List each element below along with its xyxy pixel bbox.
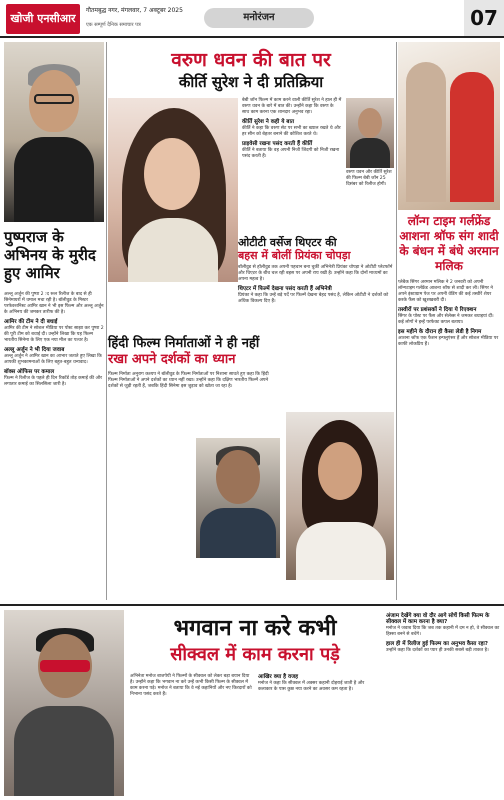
page-number: 07 bbox=[464, 0, 504, 36]
aamir-headline: पुष्पराज के अभिनय के मुरीद हुए आमिर bbox=[4, 228, 96, 282]
keerthy-photo bbox=[108, 98, 238, 282]
varun-photo bbox=[346, 98, 394, 168]
priyanka-subhead-1: थिएटर में फिल्में देखना पसंद करती हैं अभिनेत्री bbox=[238, 286, 332, 292]
wedding-subhead-2: इस महीने के दौरान ही कैसा लेडी है निगम bbox=[398, 329, 482, 335]
manoj-headline-line2: सीक्वल में काम करना पड़े bbox=[170, 644, 340, 665]
masthead bbox=[0, 0, 504, 38]
varun-caption: वरुण धवन और कीर्ति सुरेश की फिल्म बेबी जॉन 25 दिसंबर को रिलीज होगी। bbox=[346, 170, 392, 187]
aamir-subhead-2: अल्लू अर्जुन ने भी दिया जवाब bbox=[4, 347, 65, 353]
manoj-interview-column: अंजाम देखेंगे क्या वो दौर आगे सोचें किसी फिल्म के सीक्वल में काम करना है क्या? मनोज ने जवाब दिया कि जब तक कहानी में दम न हो, वे सीक्वल का हिस्सा बनने से बचेंगे। हाल ही में रिलीज हुई फिल्म का अनुभव कैसा रहा? उन्होंने कहा कि दर्शकों का प्यार ही उनकी सबसे बड़ी ताकत है। bbox=[386, 613, 500, 653]
keerthy-body: बेबी जॉन फिल्म में काम करने वाली कीर्ति सुरेश ने हाल ही में वरुण धवन के बारे में बात की। उन्होंने कहा कि वरुण के साथ काम करना एक शानदार अनुभव रहा। कीर्ति सुरेश ने कही ये बात कीर्ति ने कहा कि वरुण सेट पर सभी का ख्याल रखते थे और हर सीन को बेहतर बनाने की कोशिश करते थे। प्राइवेसी रखना पसंद करती हैं कीर्ति कीर्ति ने बताया कि वह अपनी निजी जिंदगी को निजी रखना पसंद करती हैं। bbox=[242, 98, 342, 159]
manoj-article bbox=[0, 604, 504, 800]
newspaper-logo: खोजी एनसीआर bbox=[6, 4, 80, 34]
anurag-photo bbox=[196, 438, 280, 558]
manoj-question-2: हाल ही में रिलीज हुई फिल्म का अनुभव कैसा रहा? bbox=[386, 641, 488, 647]
keerthy-subhead-2: प्राइवेसी रखना पसंद करती हैं कीर्ति bbox=[242, 141, 313, 147]
keerthy-subhead-1: कीर्ति सुरेश ने कही ये बात bbox=[242, 119, 295, 125]
priyanka-headline-line2: बहस में बोलीं प्रियंका चोपड़ा bbox=[238, 249, 351, 262]
wedding-subhead-1: तस्वीरों पर प्रशंसकों ने दिया ये रिएक्शन bbox=[398, 307, 477, 313]
keerthy-headline-line1: वरुण धवन की बात पर bbox=[171, 49, 331, 71]
aamir-article bbox=[4, 42, 104, 602]
manoj-body: अभिनेता मनोज बाजपेयी ने फिल्मों के सीक्वल को लेकर बड़ा बयान दिया है। उन्होंने कहा कि भगवान ना करे उन्हें कभी किसी फिल्म के सीक्वल में काम करना पड़े। मनोज ने बताया कि वे नई कहानियों और नए किरदारों को निभाना पसंद करते हैं। आखिर क्या है वजह मनोज ने कहा कि सीक्वल में अक्सर कहानी दोहराई जाती है और कलाकार के पास कुछ नया करने का अवसर कम रहता है। bbox=[130, 674, 380, 698]
wedding-headline: लॉन्ग टाइम गर्लफ्रेंड आशना श्रॉफ संग शादी के बंधन में बंधे अरमान मलिक bbox=[399, 214, 499, 273]
wedding-body: प्लेबैक सिंगर अरमान मलिक ने 2 जनवरी को अपनी लॉन्गटाइम गर्लफ्रेंड आशना श्रॉफ से शादी कर ली। सिंगर ने अपने इंस्टाग्राम पेज पर अपनी वेडिंग की कई तस्वीरें शेयर करके फैंस को खुशखबरी दी। तस्वीरों पर प्रशंसकों ने दिया ये रिएक्शन सिंगर के पोस्ट पर फैंस और सेलेब्स ने जमकर बधाइयां दीं। कई लोगों ने इन्हें परफेक्ट कपल बताया। इस महीने के दौरान ही कैसा लेडी है निगम आशना श्रॉफ एक फैशन इन्फ्लुएंसर हैं और सोशल मीडिया पर काफी लोकप्रिय हैं। bbox=[398, 280, 499, 347]
aamir-subhead-3: बॉक्स ऑफिस पर कमाल bbox=[4, 369, 55, 375]
wedding-article bbox=[398, 42, 500, 422]
manoj-subhead-1: आखिर क्या है वजह bbox=[258, 674, 299, 680]
manoj-headline-line1: भगवान ना करे कभी bbox=[173, 616, 337, 641]
anurag-body: फिल्म निर्माता अनुराग कश्यप ने बॉलीवुड के फिल्म निर्माताओं पर निशाना साधते हुए कहा कि हिंदी फिल्म निर्माताओं ने अपने दर्शकों का ध्यान नहीं रखा। उन्होंने कहा कि दक्षिण भारतीय फिल्में अपने दर्शकों से जुड़ी रहती हैं, जबकि हिंदी सिनेमा इस जुड़ाव को खोता जा रहा है। bbox=[108, 372, 269, 389]
anurag-headline-line1: हिंदी फिल्म निर्माताओं ने ही नहीं bbox=[108, 336, 260, 351]
aamir-body: अल्लू अर्जुन की पुष्पा 2 :द रूल रिलीज के बाद से ही सिनेमाघरों में धमाल मचा रही है। बॉलीवुड के मिस्टर परफेक्शनिस्ट आमिर खान ने भी इस फिल्म और अल्लू अर्जुन के अभिनय की जमकर तारीफ की है। आमिर की टीम ने दी बधाई आमिर की टीम ने सोशल मीडिया पर पोस्ट साझा कर पुष्पा 2 की पूरी टीम को बधाई दी। उन्होंने लिखा कि यह फिल्म भारतीय सिनेमा के लिए एक नया मील का पत्थर है। अल्लू अर्जुन ने भी दिया जवाब अल्लू अर्जुन ने आमिर खान का आभार जताते हुए लिखा कि आपकी शुभकामनाओं के लिए बहुत-बहुत धन्यवाद। बॉक्स ऑफिस पर कमाल फिल्म ने रिलीज के पहले ही दिन रिकॉर्ड तोड़ कमाई की और लगातार कमाई का सिलसिला जारी है। bbox=[4, 292, 104, 387]
priyanka-headline-line1: ओटीटी वर्सेज थिएटर की bbox=[238, 236, 337, 249]
section-title: मनोरंजन bbox=[204, 8, 314, 28]
anurag-headline-line2: रखा अपने दर्शकों का ध्यान bbox=[108, 352, 236, 367]
issue-date: गौतमबुद्ध नगर, मंगलवार, 7 अक्टूबर 2025 bbox=[86, 7, 183, 14]
priyanka-body: बॉलीवुड से हॉलीवुड तक अपनी पहचान बना चुकीं अभिनेत्री प्रियंका चोपड़ा ने ओटीटी प्लेटफॉर्म और थिएटर के बीच चल रही बहस पर अपनी राय रखी है। उन्होंने कहा कि दोनों माध्यमों का अपना महत्व है। थिएटर में फिल्में देखना पसंद करती हैं अभिनेत्री प्रियंका ने कहा कि उन्हें बड़े पर्दे पर फिल्में देखना बेहद पसंद है, लेकिन ओटीटी ने दर्शकों को अधिक विकल्प दिए हैं। bbox=[238, 265, 393, 304]
keerthy-headline-line2: कीर्ति सुरेश ने दी प्रतिक्रिया bbox=[178, 73, 324, 91]
aamir-photo bbox=[4, 42, 104, 222]
aamir-subhead-1: आमिर की टीम ने दी बधाई bbox=[4, 319, 58, 325]
wedding-photo bbox=[398, 42, 500, 210]
masthead-tagline: एक सम्पूर्ण दैनिक समाचार पत्र bbox=[86, 22, 141, 28]
manoj-photo bbox=[4, 610, 124, 796]
manoj-question-1: अंजाम देखेंगे क्या वो दौर आगे सोचें किसी फिल्म के सीक्वल में काम करना है क्या? bbox=[386, 613, 490, 625]
